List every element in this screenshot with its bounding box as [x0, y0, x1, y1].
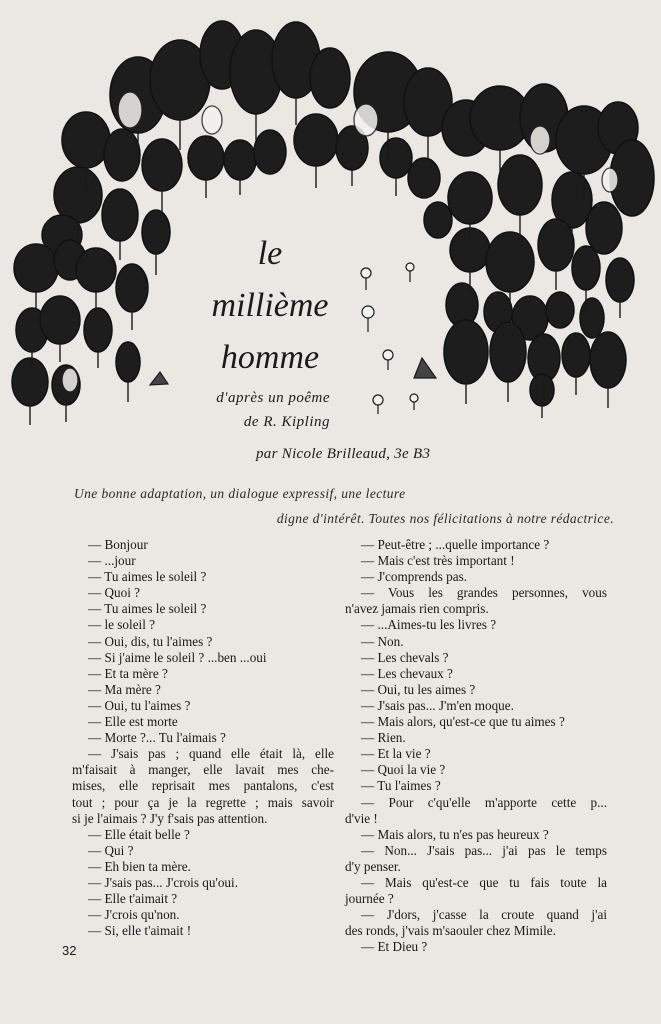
dialogue-line: — Si, elle t'aimait !	[88, 923, 192, 939]
editorial-note	[74, 481, 614, 531]
title-line: homme	[220, 339, 320, 376]
dialogue-line: — Qui ?	[88, 842, 134, 858]
dialogue-line: — J'sais pas... J'm'en moque.	[361, 697, 514, 713]
dialogue-line: — Eh bien ta mère.	[88, 858, 191, 874]
dialogue-line: — J'sais pas... J'crois qu'oui.	[88, 874, 238, 890]
dialogue-line: — Morte ?... Tu l'aimais ?	[88, 730, 226, 746]
subtitle-line: d'après un poême	[216, 390, 330, 406]
dialogue-column-right	[345, 537, 607, 955]
dialogue-line: — Oui, tu l'aimes ?	[88, 697, 191, 713]
dialogue-line: — Vous les grandes personnes, vous	[361, 585, 607, 601]
dialogue-line: d'y penser.	[345, 858, 401, 874]
dialogue-line: — J'comprends pas.	[361, 569, 468, 585]
dialogue-line: — Quoi la vie ?	[361, 762, 446, 778]
editorial-line: Une bonne adaptation, un dialogue expressif, une lecture	[74, 486, 406, 501]
dialogue-line: — Ma mère ?	[88, 681, 161, 697]
dialogue-line: — Elle t'aimait ?	[88, 891, 178, 907]
dialogue-line: — Oui, dis, tu l'aimes ?	[88, 633, 213, 649]
dialogue-line: des ronds, j'vais m'saouler chez Mimile.	[345, 923, 556, 939]
article-title	[180, 228, 360, 384]
dialogue-line: — J'sais pas ; quand elle était là, elle	[88, 746, 334, 762]
subtitle-line: de R. Kipling	[243, 414, 330, 430]
page-number: 32	[62, 943, 77, 958]
editorial-line: digne d'intérêt. Toutes nos félicitations à notre rédactrice.	[276, 511, 614, 526]
dialogue-line: — Quoi ?	[88, 585, 141, 601]
dialogue-line: — Tu l'aimes ?	[361, 778, 441, 794]
dialogue-line: — Tu aimes le soleil ?	[88, 601, 207, 617]
dialogue-line: — Mais qu'est-ce que tu fais toute la	[361, 874, 607, 890]
dialogue-line: — le soleil ?	[88, 617, 156, 633]
dialogue-line: — ...jour	[88, 553, 136, 569]
dialogue-line: d'vie !	[345, 810, 378, 826]
dialogue-line: — Mais c'est très important !	[361, 553, 515, 569]
dialogue-line: — J'crois qu'non.	[88, 907, 180, 923]
dialogue-line: — Elle est morte	[88, 714, 178, 730]
title-line: millième	[211, 287, 329, 324]
dialogue-line: — Tu aimes le soleil ?	[88, 569, 207, 585]
dialogue-line: — Non... J'sais pas... j'ai pas le temps	[361, 842, 607, 858]
dialogue-line: tout ; pour ça je la regrette ; mais savoir	[72, 794, 334, 810]
dialogue-line: — Mais alors, qu'est-ce que tu aimes ?	[361, 714, 565, 730]
dialogue-line: journée ?	[345, 891, 394, 907]
dialogue-line: — J'dors, j'casse la croute quand j'ai	[361, 907, 607, 923]
author-line: par Nicole Brilleaud, 3e B3	[256, 446, 431, 462]
title-line: le	[257, 235, 283, 272]
dialogue-line: — Bonjour	[88, 537, 148, 552]
dialogue-line: mises, elle reprisait mes pantalons, c'est	[72, 778, 334, 794]
dialogue-line: — Rien.	[361, 730, 406, 746]
dialogue-line: — Les chevaux ?	[361, 665, 453, 681]
dialogue-line: n'avez jamais rien compris.	[345, 601, 489, 617]
dialogue-line: — ...Aimes-tu les livres ?	[361, 617, 497, 633]
dialogue-line: — Et Dieu ?	[361, 939, 428, 955]
dialogue-line: — Peut-être ; ...quelle importance ?	[361, 537, 550, 552]
dialogue-line: — Mais alors, tu n'es pas heureux ?	[361, 826, 549, 842]
dialogue-line: — Les chevals ?	[361, 649, 449, 665]
dialogue-line: — Pour c'qu'elle m'apporte cette p...	[361, 794, 607, 810]
dialogue-column-left	[72, 537, 334, 939]
dialogue-line: si je l'aimais ? J'y f'sais pas attention.	[72, 810, 268, 826]
dialogue-line: — Et ta mère ?	[88, 665, 168, 681]
dialogue-line: m'faisait à manger, elle lavait mes che-	[72, 762, 334, 778]
dialogue-line: — Oui, tu les aimes ?	[361, 681, 476, 697]
dialogue-line: — Et la vie ?	[361, 746, 431, 762]
dialogue-line: — Non.	[361, 633, 404, 649]
article-subtitle	[200, 386, 330, 434]
dialogue-line: — Si j'aime le soleil ? ...ben ...oui	[88, 649, 267, 665]
dialogue-line: — Elle était belle ?	[88, 826, 190, 842]
